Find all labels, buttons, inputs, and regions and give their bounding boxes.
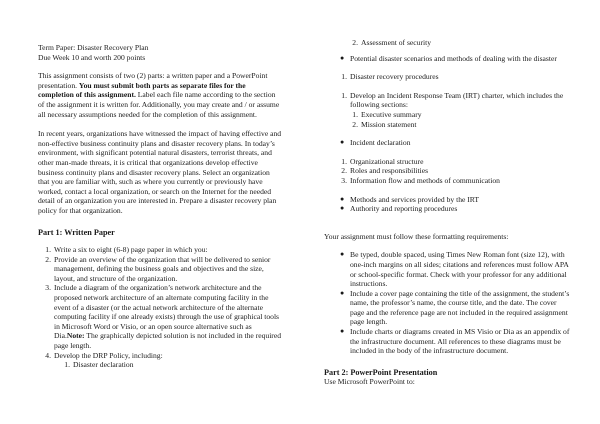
item-text: Assessment of security bbox=[361, 38, 432, 47]
item-text: Develop the DRP Policy, including: bbox=[54, 350, 163, 360]
list-item bbox=[338, 157, 570, 167]
bullet-item bbox=[338, 327, 570, 356]
item-text: Provide an overview of the organization that will be delivered to senior management, defining the business goals and objectives and the size, layout, and structure of the organization. bbox=[54, 254, 271, 283]
bullet-item bbox=[338, 138, 570, 148]
item-text: Mission statement bbox=[361, 119, 417, 129]
list-item bbox=[338, 91, 570, 110]
item-number: 2. bbox=[341, 166, 347, 176]
item-text-post: The graphically depicted solution is not included in the required page length. bbox=[54, 331, 282, 351]
item-number: 1. bbox=[341, 90, 347, 100]
item-text: Authority and reporting procedures bbox=[350, 204, 458, 214]
note-label: Note: bbox=[66, 331, 85, 341]
bullet-icon: ● bbox=[340, 250, 345, 259]
item-number: 1. bbox=[45, 245, 51, 255]
item-text: Executive summary bbox=[361, 109, 422, 119]
item-text: Disaster declaration bbox=[73, 360, 134, 370]
structure-list bbox=[338, 157, 570, 186]
item-number: 1. bbox=[64, 360, 70, 370]
format-bullets bbox=[338, 250, 570, 356]
item-text: Organizational structure bbox=[350, 156, 424, 166]
item-number: 2. bbox=[352, 119, 358, 129]
format-intro: Your assignment must follow these formatting requirements: bbox=[324, 231, 509, 241]
item-text: Roles and responsibilities bbox=[350, 166, 429, 176]
bullet-item bbox=[338, 289, 570, 327]
intro-bold: You must submit both parts as separate files for the completion of this assignment. bbox=[38, 80, 246, 100]
due-line: Due Week 10 and worth 200 points bbox=[38, 52, 146, 62]
item-number: 1. bbox=[341, 72, 347, 82]
item-text: Information flow and methods of communication bbox=[350, 175, 500, 185]
item-text-pre: Include a diagram of the organization’s network architecture and the proposed network architecture of an alternate computing facility in the event of a disaster (or the actual network architecture of the alternate computing facility if one already exists) through the use of graphical tools in Microsoft Word or Visio, or an open source alternative such as Dia. bbox=[54, 283, 280, 341]
item-text: Develop an Incident Response Team (IRT) charter, which includes the following sections: bbox=[350, 90, 564, 110]
bullet-item bbox=[338, 54, 570, 64]
bullet-item bbox=[338, 250, 570, 288]
item-number: 3. bbox=[341, 175, 347, 185]
intro-post: Label each file name according to the section of the assignment it is written for. Additionally, you may create and / or assume all necessary assumptions needed for the completion of this assignment. bbox=[38, 90, 280, 119]
right-column bbox=[324, 0, 570, 387]
list-item bbox=[45, 283, 282, 351]
item-text: Incident declaration bbox=[350, 138, 411, 148]
list-item bbox=[338, 166, 570, 176]
part2-line: Use Microsoft PowerPoint to: bbox=[324, 377, 415, 387]
list-item bbox=[45, 245, 282, 255]
sub-list-item bbox=[338, 110, 570, 120]
bullet-icon: ● bbox=[340, 53, 345, 62]
item-text: Disaster recovery procedures bbox=[350, 72, 439, 82]
intro-pre: This assignment consists of two (2) parts: a written paper and a PowerPoint presentation. bbox=[38, 71, 268, 90]
item-text: Include a cover page containing the title of the assignment, the student’s name, the professor’s name, the course title, and the date. The cover page and the reference page are not included in the required assignment page length. bbox=[350, 288, 570, 327]
item-text: Potential disaster scenarios and methods of dealing with the disaster bbox=[350, 53, 557, 63]
bullet-icon: ● bbox=[340, 288, 345, 297]
sub-list-item bbox=[338, 120, 570, 130]
bullet-item bbox=[338, 195, 570, 205]
irt-bullets bbox=[338, 195, 570, 214]
item-number: 2. bbox=[352, 38, 358, 47]
list-item bbox=[338, 176, 570, 186]
item-text: Include charts or diagrams created in MS Visio or Dia as an appendix of the infrastructure document. All references to these diagrams must be included in the body of the infrastructure document. bbox=[350, 327, 570, 356]
doc-title: Term Paper: Disaster Recovery Plan bbox=[38, 43, 149, 52]
item-number: 1. bbox=[352, 109, 358, 119]
bullet-icon: ● bbox=[340, 204, 345, 213]
left-column bbox=[38, 0, 282, 370]
item-text: Write a six to eight (6-8) page paper in which you: bbox=[54, 245, 208, 255]
context-paragraph: In recent years, organizations have witnessed the impact of having effective and non-effective business continuity plans and disaster recovery plans. In today’s environment, with significant potential natural disasters, terrorist threats, and other man-made threats, it is critical that organizations develop effective business continuity plans and disaster recovery plans. Select an organization that you are familiar with, such as where you currently or previously have worked, contact a local organization, or search on the Internet for the needed detail of an organization you are interested in. Prepare a disaster recovery plan policy for that organization. bbox=[38, 129, 282, 215]
bullet-item bbox=[338, 204, 570, 214]
part2-heading: Part 2: PowerPoint Presentation bbox=[324, 367, 438, 377]
item-number: 2. bbox=[45, 254, 51, 264]
list-item bbox=[45, 254, 282, 284]
item-number: 3. bbox=[45, 283, 51, 293]
item-number: 4. bbox=[45, 350, 51, 360]
sub-list-item bbox=[54, 360, 282, 370]
item-text: Methods and services provided by the IRT bbox=[350, 194, 480, 204]
part1-list bbox=[38, 245, 282, 370]
bullet-icon: ● bbox=[340, 138, 345, 147]
part1-heading: Part 1: Written Paper bbox=[38, 227, 115, 237]
list-item bbox=[45, 350, 282, 361]
bullet-icon: ● bbox=[340, 194, 345, 203]
intro-paragraph bbox=[38, 71, 282, 119]
bullet-icon: ● bbox=[340, 327, 345, 336]
list-item bbox=[338, 72, 570, 82]
item-text: Be typed, double spaced, using Times New Roman font (size 12), with one-inch margins on all sides; citations and references must follow APA or school-specific format. Check with your professor for any additional instructions. bbox=[350, 250, 569, 289]
sub-list-item bbox=[338, 38, 570, 48]
item-number: 1. bbox=[341, 156, 347, 166]
